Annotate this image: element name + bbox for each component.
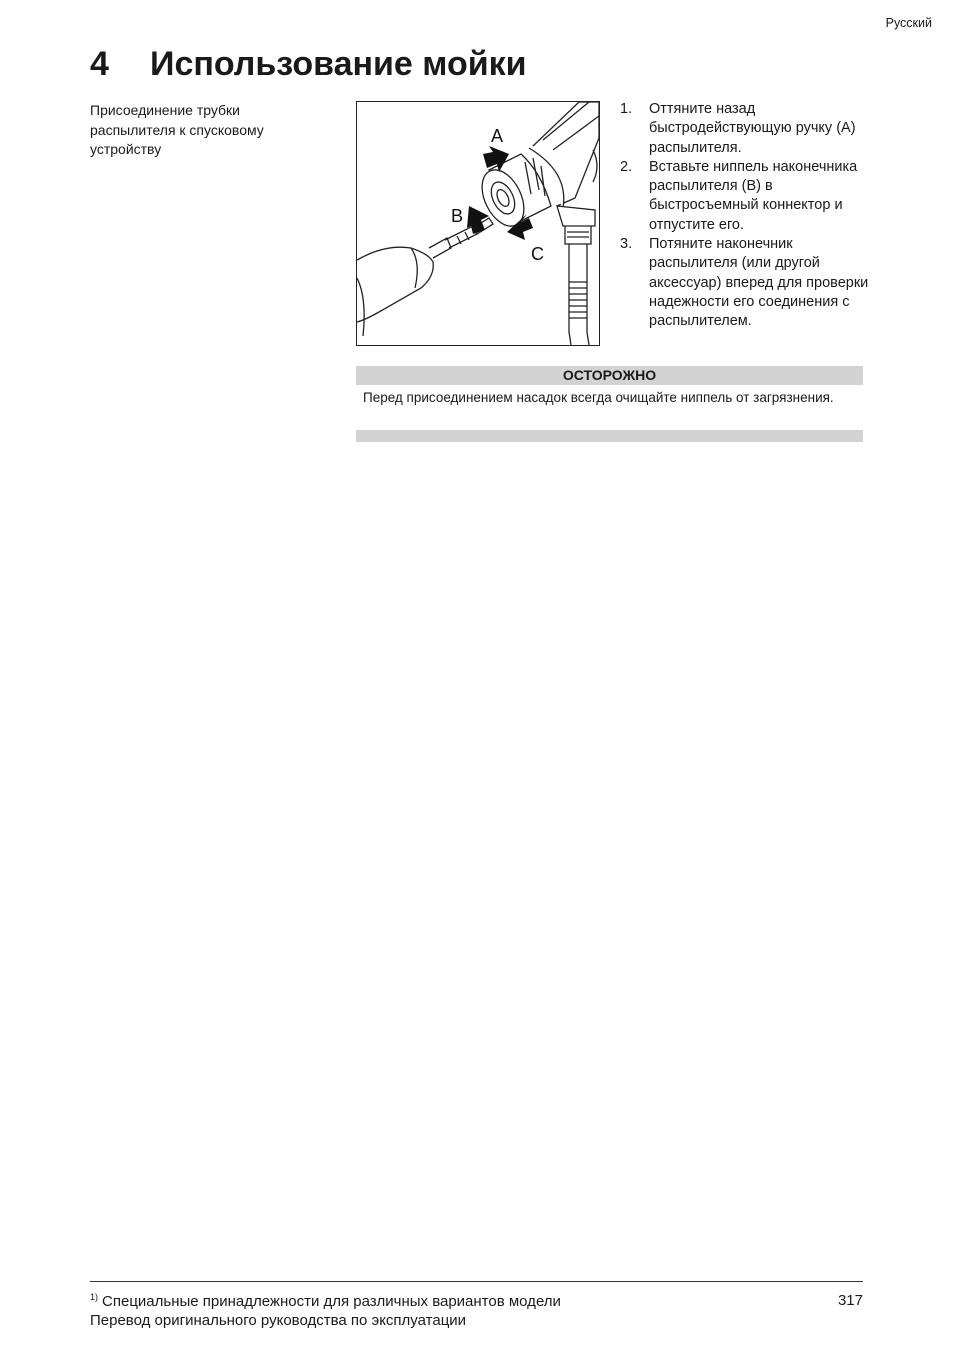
- step-text: Потяните наконечник распылителя (или другой аксессуар) вперед для проверки надежности его соединения с распылителем.: [649, 236, 869, 330]
- step-number: 1.: [620, 101, 633, 117]
- figure-label-c: C: [531, 244, 544, 264]
- step-text: Оттяните назад быстродействующую ручку (A) распылителя.: [649, 101, 856, 156]
- instruction-steps: [620, 100, 870, 332]
- caution-bottom-bar: [356, 430, 863, 442]
- chapter-heading: [90, 42, 527, 86]
- step-number: 2.: [620, 158, 633, 175]
- footnote: [90, 1292, 561, 1310]
- section-caption: Присоединение трубки распылителя к спусковому устройству: [90, 102, 264, 157]
- caution-text: Перед присоединением насадок всегда очищайте ниппель от загрязнения.: [363, 390, 834, 405]
- step-item: [620, 100, 870, 158]
- translation-note: Перевод оригинального руководства по эксплуатации: [90, 1312, 467, 1329]
- figure-label-b: B: [451, 206, 464, 226]
- footnote-mark: 1): [90, 1292, 99, 1302]
- footnote-text: Специальные принадлежности для различных вариантов модели: [102, 1293, 561, 1310]
- caution-heading: ОСТОРОЖНО: [356, 366, 863, 385]
- figure-label-a: A: [491, 126, 504, 146]
- page-number: 317: [837, 1292, 863, 1309]
- spray-lance-connection-illustration: [356, 101, 600, 346]
- step-number: 3.: [620, 236, 633, 253]
- language-label: Русский: [885, 16, 932, 30]
- step-item: [620, 235, 870, 331]
- footer-divider: [90, 1281, 863, 1282]
- chapter-number: 4: [90, 45, 109, 83]
- chapter-title: Использование мойки: [150, 45, 527, 83]
- step-item: [620, 158, 870, 235]
- step-text: Вставьте ниппель наконечника распылителя (B) в быстросъемный коннектор и отпустите его.: [649, 158, 858, 233]
